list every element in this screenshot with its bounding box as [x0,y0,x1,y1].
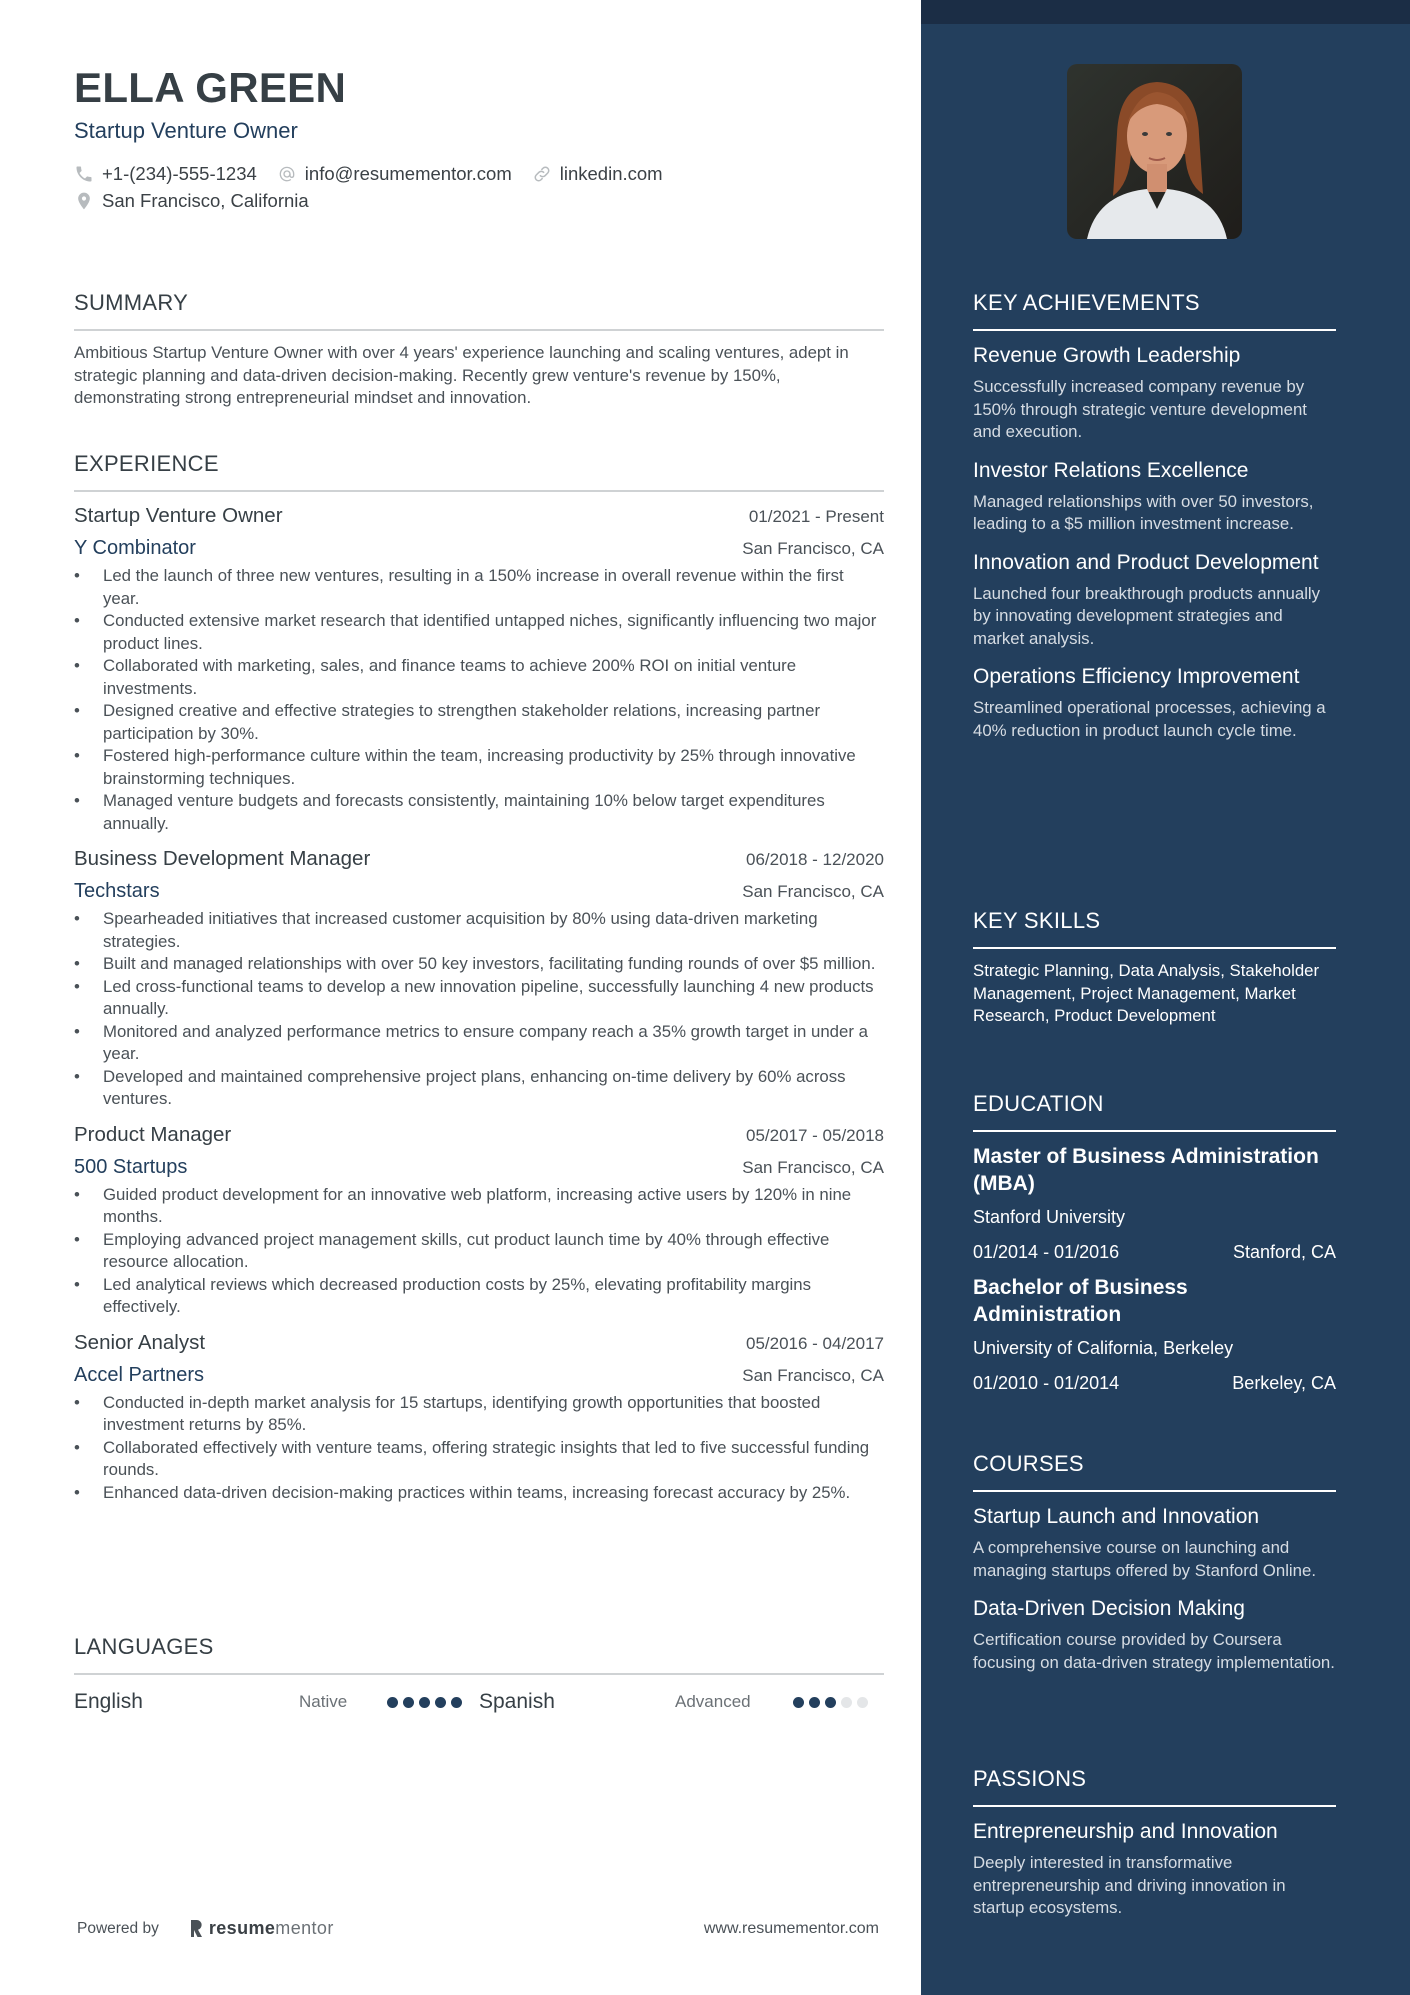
job-bullets [74,1184,884,1319]
rating-dot-empty [857,1697,868,1708]
job-company: Techstars [74,880,160,902]
job-location: San Francisco, CA [742,1157,884,1177]
rating-dot-filled [825,1697,836,1708]
job-header [74,504,884,528]
job-list [74,504,884,1504]
education-location: Stanford, CA [1232,1242,1336,1262]
language-level: Advanced [675,1692,751,1711]
achievement-desc: Successfully increased company revenue by 150% through strategic venture development and execution. [973,377,1307,441]
language-name: English [74,1690,143,1713]
passions-heading: PASSIONS [973,1766,1336,1807]
achievement-title: Revenue Growth Leadership [973,344,1241,367]
job-role: Startup Venture Owner [74,504,283,527]
rating-dot-filled [403,1697,414,1708]
achievement-title: Innovation and Product Development [973,550,1319,574]
courses-section [973,1451,1336,1687]
course-title: Data-Driven Decision Making [973,1597,1245,1620]
job-location: San Francisco, CA [742,539,884,558]
achievement-desc: Managed relationships with over 50 investors, leading to a $5 million investment increase. [973,491,1314,533]
experience-heading: EXPERIENCE [74,451,884,492]
job-bullets [74,1392,884,1505]
achievement-title: Operations Efficiency Improvement [973,665,1300,688]
course-item [973,1595,1336,1674]
summary-text: Ambitious Startup Venture Owner with over 4 years' experience launching and scaling ventures, adept in strategic planning and data-driven decision-making. Recently grew venture's revenue by 150%, demonstrating strong entrepreneurial mindset and innovation. [74,343,849,407]
contact-phone[interactable] [74,163,257,185]
rating-dot-filled [451,1697,462,1708]
job-location: San Francisco, CA [742,882,884,901]
rating-dot-filled [387,1697,398,1708]
job-entry [74,847,884,1111]
job-company: 500 Startups [74,1155,188,1178]
courses-heading: COURSES [973,1451,1336,1492]
job-date: 06/2018 - 12/2020 [745,850,884,869]
job-bullet: • Guided product development for an innovative web platform, increasing active users by 120% in nine months. [74,1184,884,1229]
education-school: Stanford University [973,1207,1126,1227]
passion-desc: Deeply interested in transformative entrepreneurship and driving innovation in startup ecosystems. [973,1853,1286,1917]
contact-location [74,190,309,212]
experience-section [74,451,884,1504]
job-bullets [74,908,884,1111]
education-degree: Bachelor of Business Administration [973,1276,1188,1326]
job-bullet: • Managed venture budgets and forecasts consistently, maintaining 10% below target expenditures annually. [74,790,884,835]
job-header [74,1123,884,1147]
language-rating [387,1697,462,1708]
job-role: Business Development Manager [74,847,371,870]
summary-section [74,290,884,410]
language-rating [793,1697,868,1708]
course-title: Startup Launch and Innovation [973,1505,1260,1528]
footer [77,1918,879,1939]
job-bullet: • Conducted in-depth market analysis for 15 startups, identifying growth opportunities that boosted investment returns by 85%. [74,1392,884,1437]
job-bullet: • Built and managed relationships with over 50 key investors, facilitating funding rounds of over $5 million. [74,953,884,976]
achievement-item [973,457,1336,536]
powered-by-label: Powered by [77,1919,159,1937]
job-role: Product Manager [74,1122,232,1146]
summary-heading: SUMMARY [74,290,884,331]
languages-heading: LANGUAGES [74,1634,884,1675]
education-meta [973,1242,1336,1263]
rating-dot-filled [419,1697,430,1708]
job-bullet: • Led the launch of three new ventures, resulting in a 150% increase in overall revenue within the first year. [74,565,884,610]
contact-row-1 [74,160,683,187]
education-dates: 01/2014 - 01/2016 [973,1242,1120,1262]
achievement-desc: Launched four breakthrough products annually by innovating development strategies and market analysis. [973,583,1321,648]
website-link[interactable]: www.resumementor.com [703,1919,879,1937]
job-bullet: • Spearheaded initiatives that increased customer acquisition by 80% using data-driven marketing strategies. [74,908,884,953]
job-subheader [74,537,884,560]
linkedin-text: linkedin.com [559,162,663,184]
job-header [74,1331,884,1355]
job-bullet: • Fostered high-performance culture within the team, increasing productivity by 25% through innovative brainstorming techniques. [74,745,884,790]
rating-dot-filled [809,1697,820,1708]
language-item [479,1690,884,1714]
job-date: 05/2016 - 04/2017 [745,1333,884,1353]
achievement-title: Investor Relations Excellence [973,458,1249,482]
job-bullet: • Employing advanced project management skills, cut product launch time by 40% through effective resource allocation. [74,1229,884,1274]
language-level: Native [299,1692,348,1711]
phone-icon [74,164,94,184]
job-header [74,847,884,871]
education-heading: EDUCATION [973,1091,1336,1132]
sidebar [921,0,1410,1995]
logo-text-resume: resume [208,1918,276,1938]
education-section [973,1091,1336,1394]
email-text: info@resumementor.com [304,162,512,184]
contact-row-2 [74,187,683,214]
education-item [973,1143,1336,1263]
job-role: Senior Analyst [74,1330,206,1354]
contact-email[interactable] [277,163,512,185]
job-bullet: • Conducted extensive market research that identified untapped niches, significantly influencing two major product lines. [74,610,884,655]
job-bullet: • Led analytical reviews which decreased production costs by 25%, elevating profitability margins effectively. [74,1274,884,1319]
achievement-desc: Streamlined operational processes, achieving a 40% reduction in product launch cycle time. [973,698,1326,740]
passion-item [973,1818,1336,1920]
achievement-item [973,549,1336,651]
job-subheader [74,1364,884,1387]
logo-mark-icon [189,1919,203,1938]
profile-photo-image [1067,64,1242,239]
profile-photo [1067,64,1242,239]
education-item [973,1274,1336,1394]
course-item [973,1503,1336,1582]
link-icon [532,164,552,184]
education-degree: Master of Business Administration (MBA) [973,1145,1319,1195]
passion-title: Entrepreneurship and Innovation [973,1820,1278,1843]
skills-section [973,908,1336,1028]
skills-heading: KEY SKILLS [973,908,1336,949]
education-school: University of California, Berkeley [973,1338,1234,1358]
rating-dot-empty [841,1697,852,1708]
course-desc: A comprehensive course on launching and managing startups offered by Stanford Online. [973,1538,1316,1580]
job-bullet: • Enhanced data-driven decision-making practices within teams, increasing forecast accuracy by 25%. [74,1482,884,1505]
rating-dot-filled [793,1697,804,1708]
achievements-heading: KEY ACHIEVEMENTS [973,290,1336,331]
passions-section [973,1766,1336,1933]
resumementor-logo[interactable] [189,1918,334,1939]
education-meta [973,1373,1336,1394]
job-bullet: • Developed and maintained comprehensive project plans, enhancing on-time delivery by 60% across ventures. [74,1066,884,1111]
job-bullet: • Led cross-functional teams to develop a new innovation pipeline, successfully launching 4 new products annually. [74,976,884,1021]
at-icon [277,164,297,184]
logo-text-mentor: mentor [275,1918,334,1938]
phone-text: +1-(234)-555-1234 [102,162,257,184]
location-text: San Francisco, California [102,189,309,211]
job-bullet: • Designed creative and effective strategies to strengthen stakeholder relations, increasing partner participation by 30%. [74,700,884,745]
job-subheader [74,880,884,903]
rating-dot-filled [435,1697,446,1708]
languages-section [74,1634,884,1717]
job-bullet: • Monitored and analyzed performance metrics to ensure company reach a 35% growth target in under a year. [74,1021,884,1066]
contact-info [74,160,683,214]
job-subheader [74,1156,884,1179]
education-location: Berkeley, CA [1232,1373,1336,1393]
job-bullet: • Collaborated effectively with venture teams, offering strategic insights that led to five successful funding rounds. [74,1437,884,1482]
candidate-title: Startup Venture Owner [74,118,298,143]
job-bullets [74,565,884,835]
job-company: Accel Partners [74,1363,205,1386]
achievement-item [973,342,1336,444]
language-name: Spanish [479,1690,555,1713]
achievements-section [973,290,1336,755]
job-entry [74,1331,884,1505]
education-dates: 01/2010 - 01/2014 [973,1373,1120,1393]
job-location: San Francisco, CA [742,1365,884,1385]
job-entry [74,504,884,835]
candidate-name: ELLA GREEN [74,64,347,111]
job-bullet: • Collaborated with marketing, sales, and finance teams to achieve 200% ROI on initial venture investments. [74,655,884,700]
contact-linkedin[interactable] [532,163,663,185]
course-desc: Certification course provided by Coursera focusing on data-driven strategy implementation. [973,1630,1335,1672]
location-pin-icon [74,191,94,211]
skills-text: Strategic Planning, Data Analysis, Stakeholder Management, Project Management, Market Research, Product Development [973,961,1320,1025]
job-date: 05/2017 - 05/2018 [745,1125,884,1145]
language-list [74,1687,884,1717]
achievement-item [973,663,1336,742]
language-item [74,1690,479,1714]
job-date: 01/2021 - Present [748,507,884,526]
powered-by [77,1918,334,1939]
achievements-list [973,342,1336,742]
job-entry [74,1123,884,1319]
job-company: Y Combinator [74,537,196,559]
sidebar-top-strip [921,0,1410,24]
